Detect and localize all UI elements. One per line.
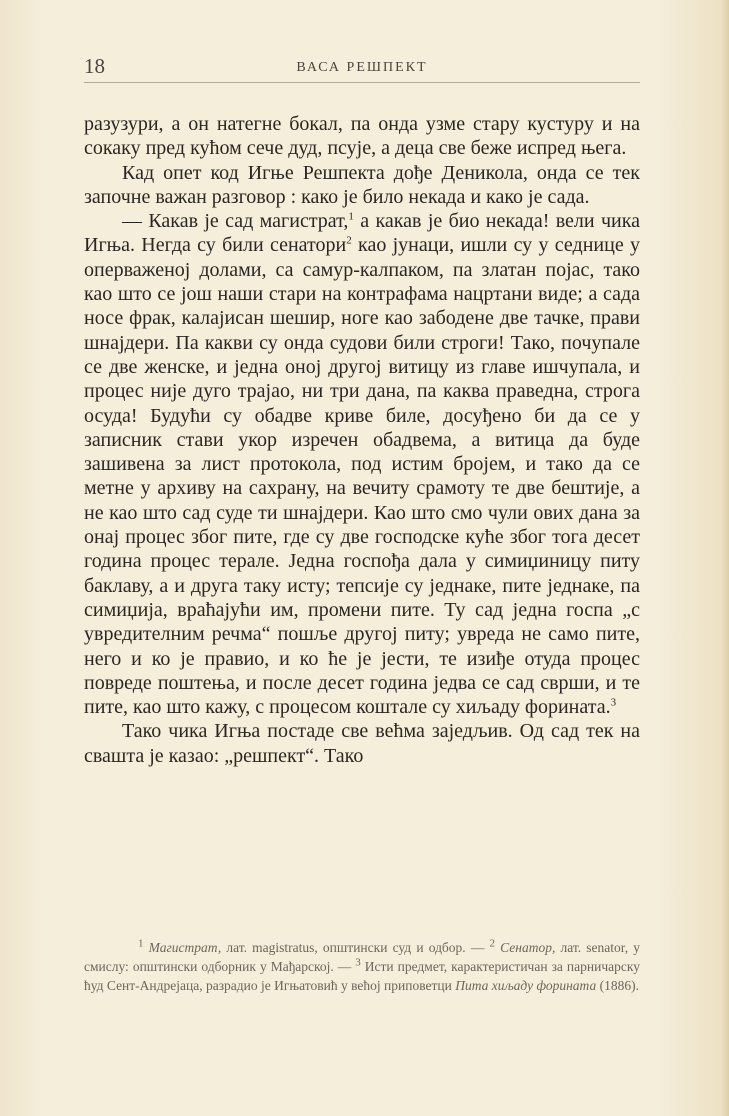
footnote-1-term: Магистрат, — [148, 940, 222, 955]
footnote-ref-3[interactable]: 3 — [610, 696, 617, 709]
footnote-mark-2: 2 — [489, 937, 495, 950]
footnote-2-term: Сенатор, — [500, 940, 556, 955]
footnote-ref-1[interactable]: 1 — [348, 210, 354, 223]
footnote-3-text: Исти предмет, карактеристичан за парничарску ћуд Сент-Андрејаца, разрадио је Игњатовић у већој приповетци — [84, 959, 640, 993]
footnote-mark-3: 3 — [355, 956, 361, 969]
paragraph-3-part-b: а какав је био некада! вели чика Игња. Негда су били сенатори — [84, 210, 640, 257]
header-rule — [84, 82, 640, 83]
footnotes — [84, 938, 640, 995]
paragraph-3-part-c: као јунаци, ишли су у седнице у оперваженој долами, са самур-калпаком, па златан појас, тако као што се још наши стари на контрафама нацртани виде; а сада носе фрак, калајисан шешир, ноге као забодене две тачке, прави шнајдери. Па какви су онда судови били строги! Тако, почупале се две женске, и једна оној другој витицу из главе ишчупала, и процес није дуго трајао, ни три дана, па каква праведна, строга осуда! Будући су обадве криве биле, досуђено би да се у записник стави укор изречен обадвема, а витица да буде зашивена за лист протокола, под истим бројем, и тако да се метне у архиву на сахрану, на вечиту срамоту те две бештије, а не као што сад суде ти шнајдери. Као што смо чули ових дана за онај процес због пите, где су две господске куће због тога десет година процес терале. Једна госпођа дала у симиџиницу питу баклаву, а и друга таку исту; тепсије су једнаке, пите једнаке, па симиџија, враћајући им, промени пите. Ту сад једна госпа „с увредителним речма“ пошље другој питу; увреда не само пите, него и ко је правио, и ко ће је јести, те изиђе отуда процес повреде поштења, и после десет година једва се сад сврши, и те пите, као што кажу, с процесом коштале су хиљаду форината. — [84, 234, 640, 719]
body-text — [84, 112, 640, 768]
paragraph-3-part-a: — Какав је сад магистрат, — [122, 210, 349, 233]
footnote-3-year: (1886). — [596, 978, 639, 993]
footnote-1-text: лат. magistratus, општински суд и одбор. — — [221, 940, 490, 955]
footnote-2-text: лат. senator, у смислу: општински одборник у Мађарској. — — [84, 940, 641, 974]
paragraph-2: Кад опет код Игње Решпекта дође Деникола, онда се тек започне важан разговор : како је било некада и како је сада. — [84, 161, 640, 208]
page-edge-shadow — [721, 0, 729, 1116]
paragraph-3 — [84, 209, 640, 719]
footnote-ref-2[interactable]: 2 — [346, 234, 352, 247]
page-number: 18 — [84, 54, 105, 78]
footnote-3-title: Пита хиљаду форината — [455, 978, 597, 993]
paragraph-4: Тако чика Игња постаде све већма заједљив. Од сад тек на свашта је казао: „решпект“. Тако — [84, 720, 640, 767]
paragraph-1: разузури, а он натегне бокал, па онда узме стару кустуру и на сокаку пред кућом сече дуд, псује, а деца све беже испред њега. — [84, 113, 640, 160]
page-header — [84, 52, 640, 84]
running-title: ВАСА РЕШПЕКТ — [296, 60, 428, 75]
footnote-mark-1: 1 — [138, 937, 144, 950]
